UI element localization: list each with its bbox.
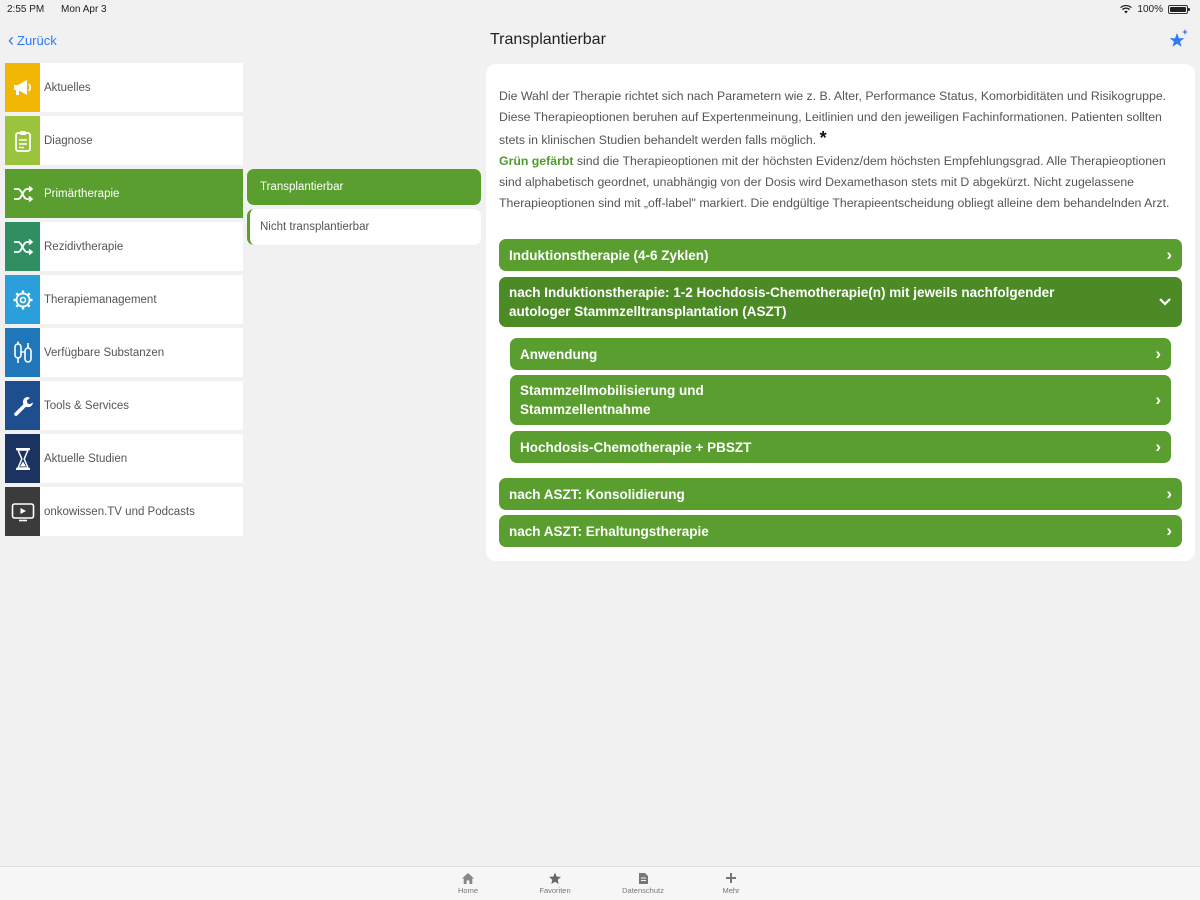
sidebar-item-aktuelles[interactable]: [5, 63, 243, 112]
plus-icon: [725, 872, 737, 884]
sidebar-item-label: Rezidivtherapie: [44, 240, 124, 253]
section-label: Anwendung: [520, 346, 598, 362]
chevron-down-icon: [1158, 297, 1172, 307]
battery-percent: 100%: [1137, 4, 1163, 15]
gear-icon: [5, 275, 40, 324]
shuffle-icon: [5, 169, 40, 218]
home-icon: [461, 872, 475, 885]
intro-text-part2: sind die Therapieoptionen mit der höchsten Evidenz/dem höchsten Empfehlungsgrad. Alle Therapieoptionen sind alphabetisch geordnet, unabhängig von der Dosis wird Dexamethason stets mit D abgekürzt. Nicht zugelassene Therapieoptionen sind mit „off-label" markiert. Die endgültige Therapieentscheidung obliegt alleine dem behandelnden Arzt.: [499, 154, 1170, 210]
star-icon: [548, 872, 562, 885]
sidebar-item-aktuelle-studien[interactable]: [5, 434, 243, 483]
intro-text-part1: Die Wahl der Therapie richtet sich nach Parametern wie z. B. Alter, Performance Status, Komorbiditäten und Risikogruppe. Diese Therapieoptionen beruhen auf Expertenmeinung, Leitlinien und den jeweiligen Fachinformationen. Patienten sollten stets in klinischen Studien behandelt werden falls möglich.: [499, 89, 1167, 147]
sidebar-item-label: Primärtherapie: [44, 187, 120, 200]
sidebar-item-label: Verfügbare Substanzen: [44, 346, 165, 359]
chevron-right-icon: ›: [1166, 484, 1172, 503]
star-sparkle-icon[interactable]: [1168, 28, 1190, 50]
status-bar: [0, 0, 1200, 18]
tab-label: Datenschutz: [622, 886, 664, 895]
sidebar-item-label: Aktuelles: [44, 81, 91, 94]
section-label: nach ASZT: Erhaltungstherapie: [509, 523, 709, 539]
back-label: Zurück: [17, 32, 57, 48]
sidebar-item-label: Therapiemanagement: [44, 293, 157, 306]
wifi-icon: [1120, 5, 1132, 14]
section-konsolidierung[interactable]: [499, 478, 1182, 510]
section-hochdosis-aszt[interactable]: [499, 277, 1182, 327]
tab-label: Favoriten: [539, 886, 571, 895]
chevron-right-icon: ›: [1155, 344, 1161, 363]
section-label: Induktionstherapie (4-6 Zyklen): [509, 247, 709, 263]
battery-icon: [1168, 5, 1188, 14]
tv-icon: [5, 487, 40, 536]
clipboard-icon: [5, 116, 40, 165]
tab-label: Mehr: [722, 886, 740, 895]
sub-navigation: [247, 169, 481, 249]
sidebar-item-therapiemanagement[interactable]: [5, 275, 243, 324]
sidebar-item-diagnose[interactable]: [5, 116, 243, 165]
section-erhaltungstherapie[interactable]: [499, 515, 1182, 547]
asterisk-marker: *: [819, 128, 827, 148]
back-button[interactable]: [8, 31, 57, 49]
tab-mehr[interactable]: [701, 870, 761, 895]
page-title: Transplantierbar: [490, 31, 606, 48]
chevron-right-icon: ›: [1166, 521, 1172, 540]
content-panel: [486, 64, 1195, 561]
sidebar-item-label: Diagnose: [44, 134, 93, 147]
tab-favoriten[interactable]: [525, 870, 585, 895]
submenu-item-transplantierbar[interactable]: Transplantierbar: [247, 169, 481, 205]
section-label: nach Induktionstherapie: 1-2 Hochdosis-Chemotherapie(n) mit jeweils nachfolgender autologer Stammzelltransplantation (ASZT): [509, 285, 1055, 319]
status-time: 2:55 PM: [7, 4, 45, 15]
status-date: Mon Apr 3: [61, 4, 107, 15]
navigation-bar: [0, 26, 1200, 56]
sidebar-item-label: Aktuelle Studien: [44, 452, 128, 465]
submenu-item-nicht-transplantierbar[interactable]: Nicht transplantierbar: [247, 209, 481, 245]
chevron-right-icon: ›: [1155, 390, 1161, 409]
intro-text: [499, 86, 1182, 214]
document-icon: [638, 872, 649, 885]
wrench-icon: [5, 381, 40, 430]
megaphone-icon: [5, 63, 40, 112]
subsection-anwendung[interactable]: [510, 338, 1171, 370]
subsection-hochdosis-pbszt[interactable]: [510, 431, 1171, 463]
tab-label: Home: [457, 886, 478, 895]
sidebar-item-primaertherapie[interactable]: [5, 169, 243, 218]
hourglass-icon: [5, 434, 40, 483]
sidebar-item-label: Tools & Services: [44, 399, 130, 412]
tab-home[interactable]: [438, 870, 498, 895]
sidebar-item-onkowissen-tv[interactable]: [5, 487, 243, 536]
tab-bar: [0, 866, 1200, 900]
section-label: nach ASZT: Konsolidierung: [509, 486, 685, 502]
sidebar-item-tools-services[interactable]: [5, 381, 243, 430]
chevron-left-icon: ‹: [8, 30, 14, 50]
sidebar-item-rezidivtherapie[interactable]: [5, 222, 243, 271]
chevron-right-icon: ›: [1166, 245, 1172, 264]
shuffle-icon: [5, 222, 40, 271]
sidebar-item-substanzen[interactable]: [5, 328, 243, 377]
section-label: Stammzellmobilisierung und Stammzellentnahme: [520, 383, 704, 417]
intro-green-highlight: Grün gefärbt: [499, 154, 574, 168]
tab-datenschutz[interactable]: [613, 870, 673, 895]
section-induktionstherapie[interactable]: [499, 239, 1182, 271]
vials-icon: [5, 328, 40, 377]
section-label: Hochdosis-Chemotherapie + PBSZT: [520, 439, 752, 455]
main-sidebar: [5, 63, 243, 540]
sidebar-item-label: onkowissen.TV und Podcasts: [44, 505, 195, 518]
chevron-right-icon: ›: [1155, 437, 1161, 456]
subsection-stammzellmobilisierung[interactable]: [510, 375, 1171, 425]
